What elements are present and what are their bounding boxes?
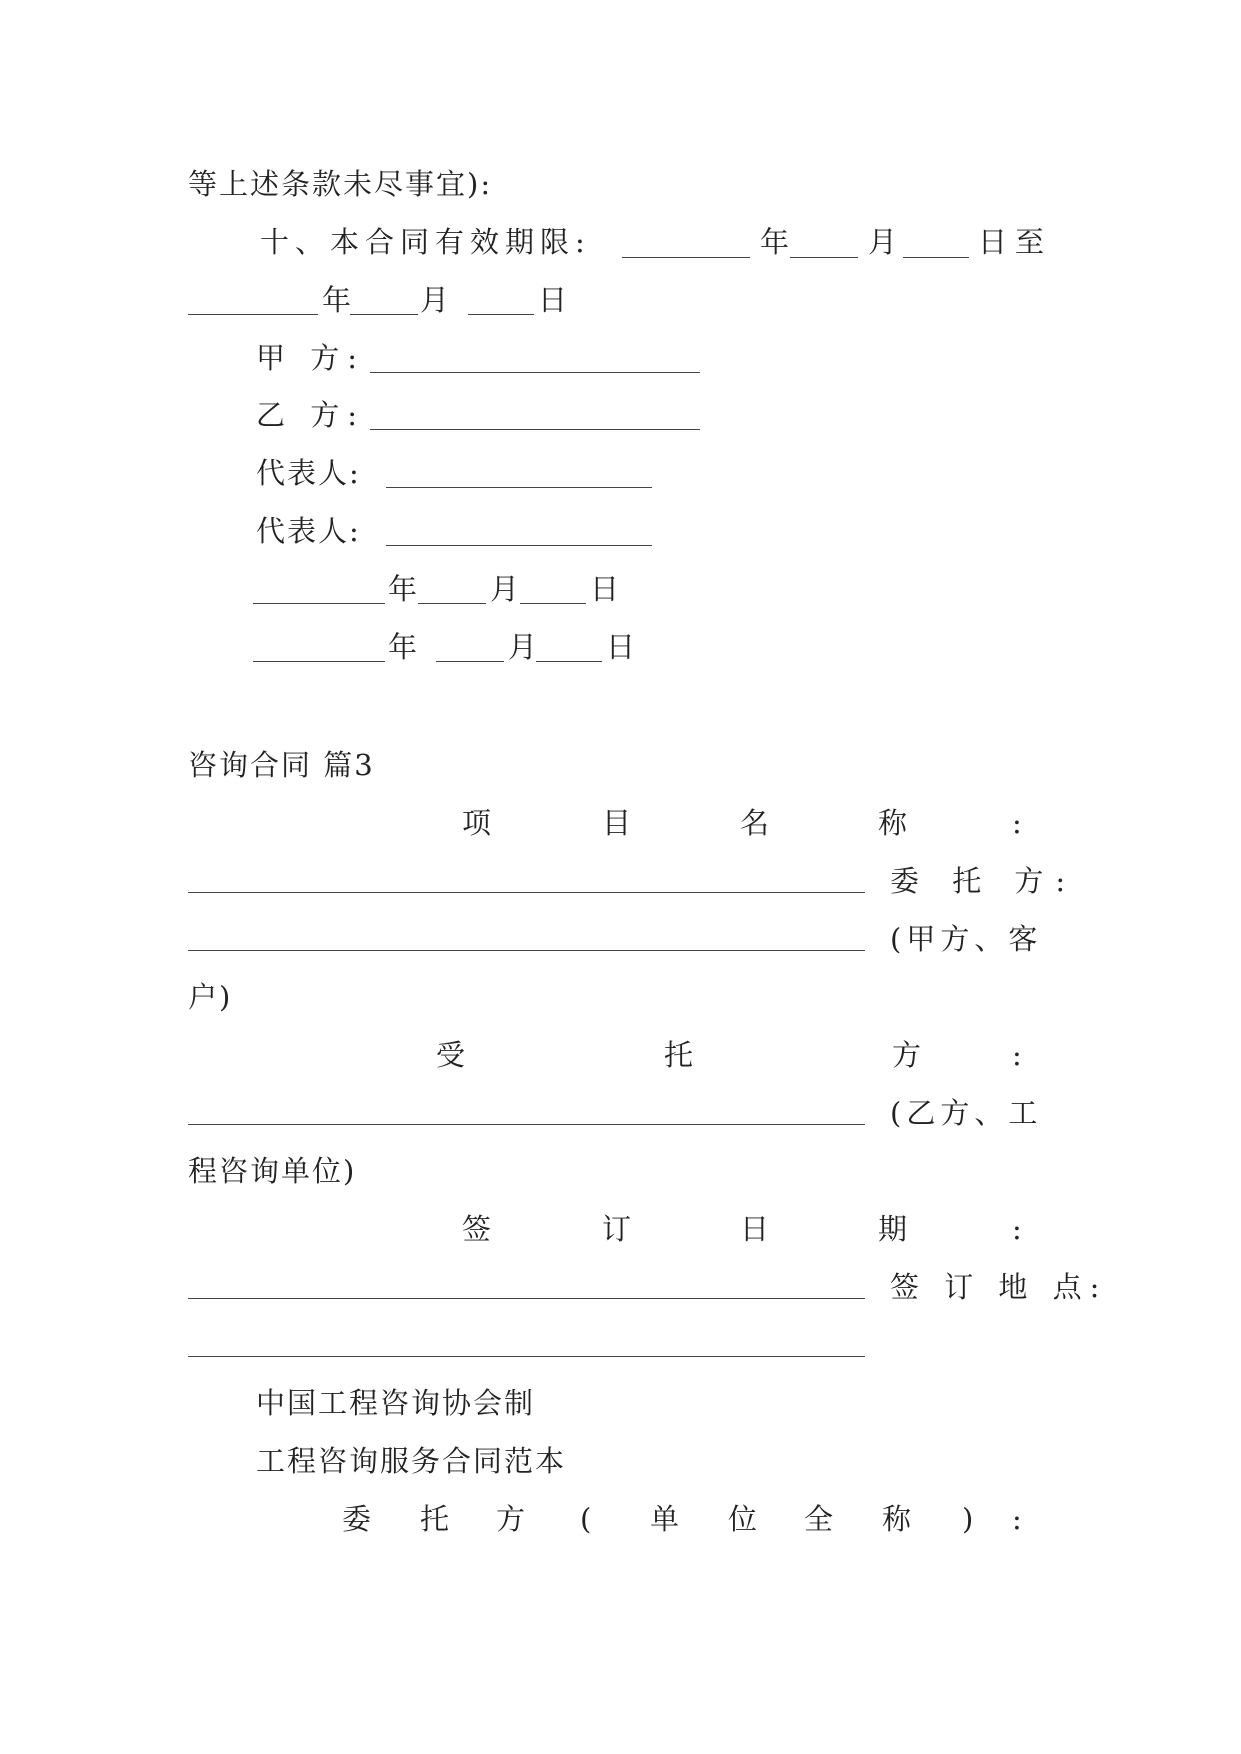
project-name-blank bbox=[188, 892, 865, 893]
contractor-char: 托 bbox=[664, 1038, 694, 1072]
blank-line bbox=[903, 257, 969, 258]
blank-line bbox=[350, 314, 418, 315]
contractor-blank bbox=[188, 1124, 865, 1125]
project-name-char: 项 bbox=[462, 806, 492, 840]
contractor-char: : bbox=[1012, 1038, 1022, 1072]
client-fullname-char: ( bbox=[580, 1502, 592, 1536]
association-name: 中国工程咨询协会制 bbox=[256, 1386, 536, 1420]
party-a-label: 甲 方: bbox=[256, 341, 365, 375]
blank-line bbox=[520, 603, 586, 604]
blank-line bbox=[253, 603, 385, 604]
blank-line bbox=[790, 257, 858, 258]
continuation-text: 等上述条款未尽事宜): bbox=[188, 167, 493, 201]
sign-date-char: 签 bbox=[462, 1212, 492, 1246]
year-label: 年 bbox=[322, 283, 354, 317]
client-fullname-char: 全 bbox=[804, 1502, 834, 1536]
sign-place-blank bbox=[188, 1356, 865, 1357]
project-name-char: 称 bbox=[878, 806, 908, 840]
day-label: 日 bbox=[538, 283, 570, 317]
blank-line bbox=[536, 661, 602, 662]
contractor-note-cont: 程咨询单位) bbox=[188, 1154, 357, 1188]
client-fullname-char: 位 bbox=[728, 1502, 758, 1536]
client-fullname-char: 称 bbox=[882, 1502, 912, 1536]
representative-label: 代表人: bbox=[256, 456, 361, 490]
sign-date-char: : bbox=[1012, 1212, 1022, 1246]
project-name-char: : bbox=[1012, 806, 1022, 840]
sign-date-char: 订 bbox=[602, 1212, 632, 1246]
client-fullname-char: 委 bbox=[342, 1502, 372, 1536]
client-label: 委 托 方: bbox=[890, 864, 1078, 898]
month-label: 月 bbox=[508, 630, 540, 664]
day-label: 日 bbox=[590, 572, 622, 606]
rep-1-blank bbox=[386, 487, 652, 488]
sign-date-blank bbox=[188, 1298, 865, 1299]
client-note-cont: 户) bbox=[188, 980, 233, 1014]
client-blank bbox=[188, 950, 865, 951]
client-note: (甲方、客 bbox=[890, 922, 1043, 956]
representative-label: 代表人: bbox=[256, 514, 361, 548]
party-b-blank bbox=[370, 429, 700, 430]
section-title: 咨询合同 篇3 bbox=[188, 748, 375, 782]
year-label: 年 bbox=[388, 572, 420, 606]
rep-2-blank bbox=[386, 545, 652, 546]
month-label: 月 bbox=[868, 225, 900, 259]
party-b-label: 乙 方: bbox=[256, 398, 365, 432]
client-fullname-char: 单 bbox=[650, 1502, 680, 1536]
sign-date-char: 期 bbox=[878, 1212, 908, 1246]
day-label: 日 bbox=[606, 630, 638, 664]
clause-10-label: 十、本合同有效期限: bbox=[260, 225, 591, 259]
month-label: 月 bbox=[490, 572, 522, 606]
template-title: 工程咨询服务合同范本 bbox=[256, 1444, 567, 1478]
month-label: 月 bbox=[420, 283, 452, 317]
project-name-char: 名 bbox=[740, 806, 770, 840]
project-name-char: 目 bbox=[602, 806, 632, 840]
blank-line bbox=[468, 314, 534, 315]
contractor-note: (乙方、工 bbox=[890, 1096, 1043, 1130]
year-label: 年 bbox=[388, 630, 420, 664]
sign-place-label: 签 订 地 点: bbox=[890, 1270, 1108, 1304]
contractor-char: 受 bbox=[436, 1038, 466, 1072]
blank-line bbox=[418, 603, 486, 604]
blank-line bbox=[253, 661, 385, 662]
client-fullname-char: 方 bbox=[496, 1502, 526, 1536]
blank-line bbox=[436, 661, 504, 662]
blank-line bbox=[188, 314, 318, 315]
year-label: 年 bbox=[760, 225, 792, 259]
client-fullname-char: 托 bbox=[420, 1502, 450, 1536]
sign-date-char: 日 bbox=[740, 1212, 770, 1246]
contractor-char: 方 bbox=[892, 1038, 922, 1072]
client-fullname-char: : bbox=[1012, 1502, 1022, 1536]
blank-line bbox=[622, 257, 750, 258]
day-to-label: 日至 bbox=[978, 225, 1053, 259]
client-fullname-char: ) bbox=[962, 1502, 974, 1536]
party-a-blank bbox=[370, 372, 700, 373]
